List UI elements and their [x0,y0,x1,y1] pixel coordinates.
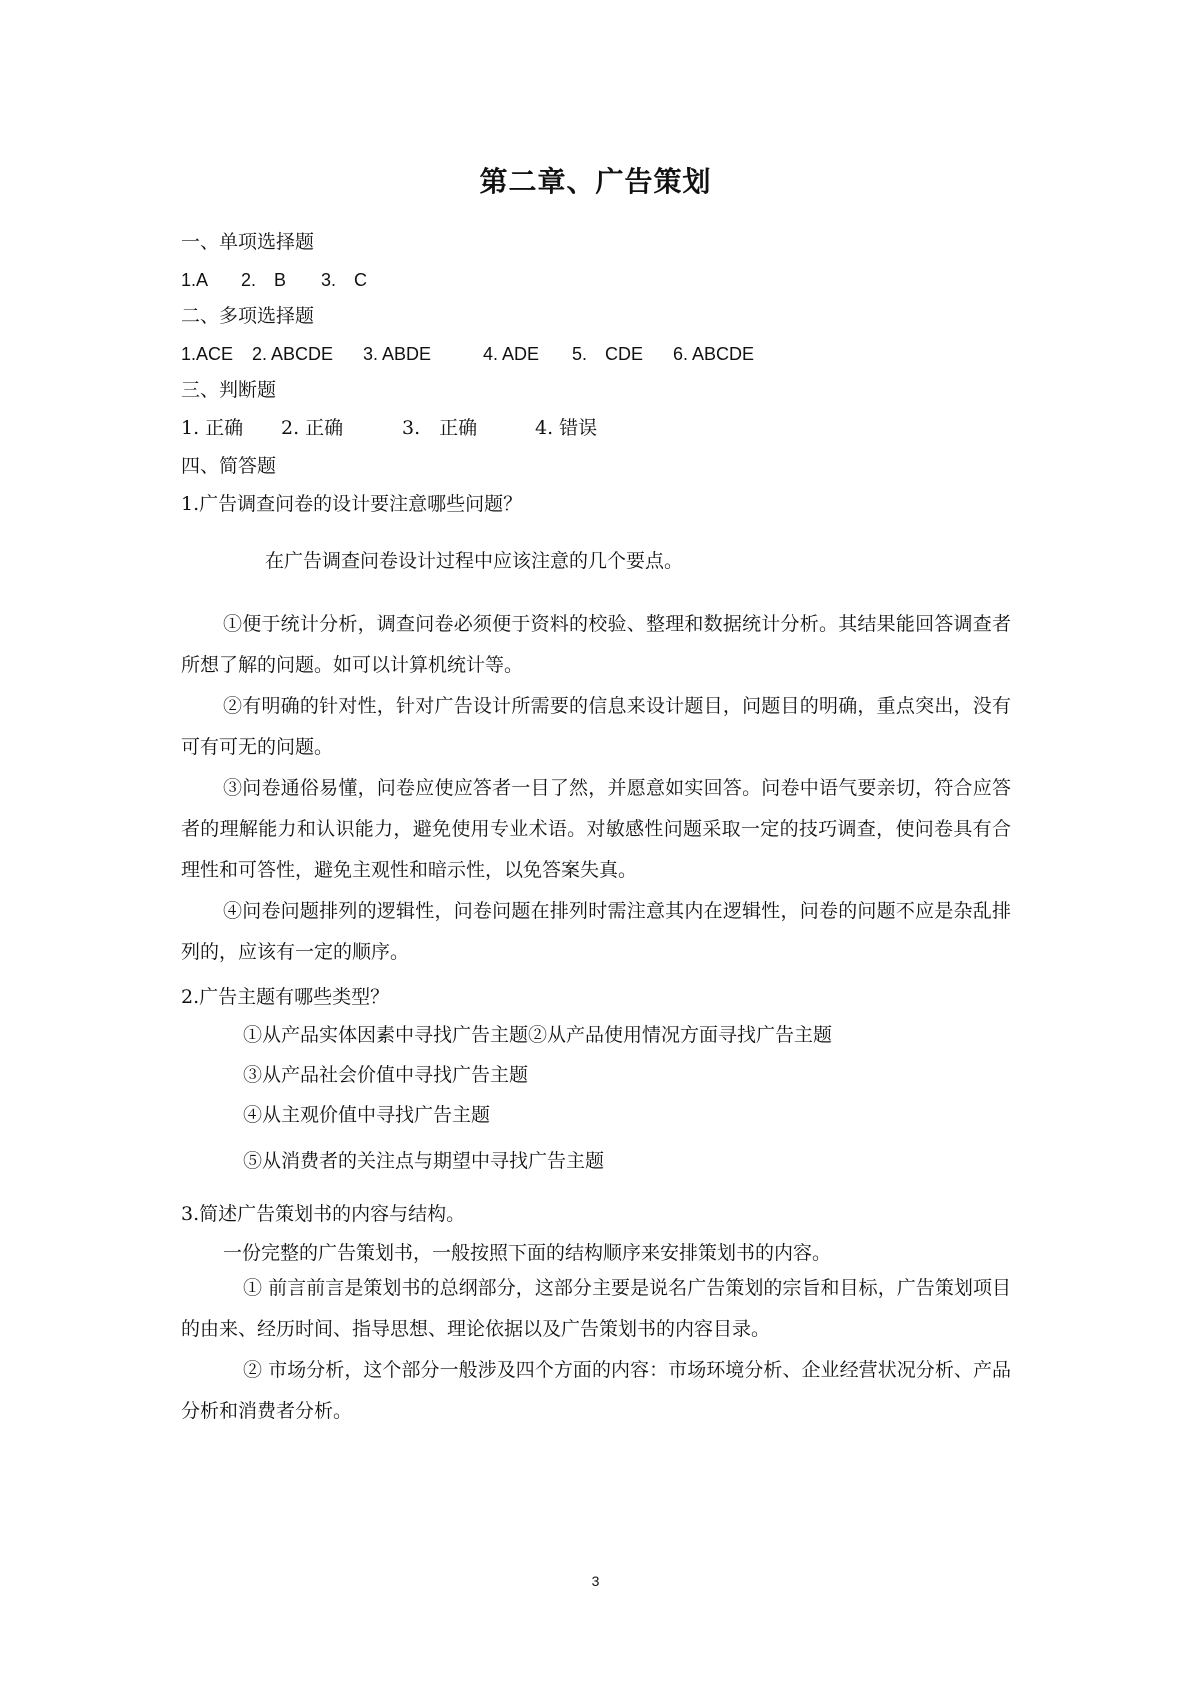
answer-item: 2. B [241,270,287,290]
answer-item: 4. ADE [483,344,540,364]
question-1-point: ④问卷问题排列的逻辑性，问卷问题在排列时需注意其内在逻辑性，问卷的问题不应是杂乱排列的，应该有一定的顺序。 [181,900,1011,963]
answer-item: 2. 正确 [281,417,344,439]
question-2-point: ①从产品实体因素中寻找广告主题②从产品使用情况方面寻找广告主题 [243,1024,833,1046]
answer-item: 3. C [321,270,368,290]
answer-item: 2. ABCDE [252,344,334,364]
question-3: 3.简述广告策划书的内容与结构。 [181,1203,466,1225]
question-3-intro: 一份完整的广告策划书，一般按照下面的结构顺序来安排策划书的内容。 [223,1242,832,1264]
answer-item: 1.ACE [181,344,234,364]
question-3-point: ① 前言前言是策划书的总纲部分，这部分主要是说名广告策划的宗旨和目标，广告策划项目的由来、经历时间、指导思想、理论依据以及广告策划书的内容目录。 [181,1277,1011,1340]
question-1-point: ②有明确的针对性，针对广告设计所需要的信息来设计题目，问题目的明确，重点突出，没有可有可无的问题。 [181,695,1011,758]
question-3-point: ② 市场分析，这个部分一般涉及四个方面的内容：市场环境分析、企业经营状况分析、产品分析和消费者分析。 [181,1359,1011,1422]
single-choice-answers [0,268,1191,292]
question-1-intro-text: 在广告调查问卷设计过程中应该注意的几个要点。 [265,550,684,572]
multiple-choice-answers [0,342,1191,366]
page-number: 3 [591,1573,600,1589]
section-heading-true-false: 三、判断题 [181,379,277,401]
section-heading-single-choice: 一、单项选择题 [181,231,315,253]
answer-item: 1. 正确 [181,417,244,439]
question-1-point: ①便于统计分析，调查问卷必须便于资料的校验、整理和数据统计分析。其结果能回答调查者所想了解的问题。如可以计算机统计等。 [181,613,1011,676]
answer-item: 5. CDE [572,344,644,364]
question-2-point: ③从产品社会价值中寻找广告主题 [243,1064,529,1086]
section-heading-multiple-choice: 二、多项选择题 [181,305,315,327]
question-2-point: ⑤从消费者的关注点与期望中寻找广告主题 [243,1150,605,1172]
question-2: 2.广告主题有哪些类型？ [181,986,390,1008]
page-title: 第二章、广告策划 [479,165,712,198]
section-heading-short-answer: 四、简答题 [181,455,277,477]
answer-item: 6. ABCDE [673,344,755,364]
answer-item: 3. ABDE [363,344,432,364]
answer-item: 3. 正确 [402,417,478,439]
question-1-point: ③问卷通俗易懂，问卷应使应答者一目了然，并愿意如实回答。问卷中语气要亲切，符合应答者的理解能力和认识能力，避免使用专业术语。对敏感性问题采取一定的技巧调查，使问卷具有合理性和可答性，避免主观性和暗示性，以免答案失真。 [181,777,1011,881]
question-2-point: ④从主观价值中寻找广告主题 [243,1104,491,1126]
question-1: 1.广告调查问卷的设计要注意哪些问题？ [181,493,523,515]
true-false-answers [0,416,1191,440]
answer-item: 1.A [181,270,209,290]
answer-item: 4. 错误 [535,417,598,439]
